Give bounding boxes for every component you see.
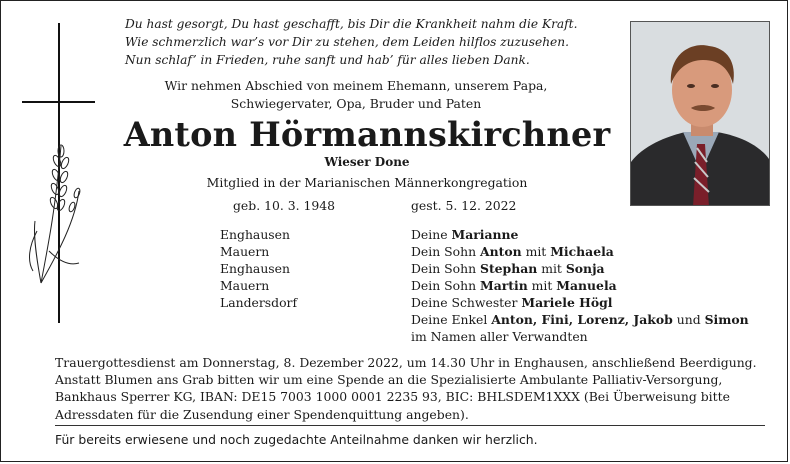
mourner-name: Martin xyxy=(480,278,528,293)
mourner-line xyxy=(411,277,749,294)
farewell-text xyxy=(111,77,601,113)
mourner-partner: Manuela xyxy=(556,278,617,293)
service-line: Bankhaus Sperrer KG, IBAN: DE15 7003 1000 0001 2235 93, BIC: BHLSDEM1XXX (Bei Überweisung bitte xyxy=(55,389,730,405)
mourner-relation: im Namen aller Verwandten xyxy=(411,329,588,344)
mourner-name: Anton xyxy=(480,244,522,259)
mourner-line xyxy=(411,226,749,243)
death-date: gest. 5. 12. 2022 xyxy=(411,198,517,213)
farewell-line: Wir nehmen Abschied von meinem Ehemann, unserem Papa, xyxy=(164,78,548,93)
service-line: Adressdaten für die Zusendung einer Spendenquittung angeben). xyxy=(55,406,469,422)
mourner-partner: Simon xyxy=(704,312,749,327)
mourner-relation: Dein Sohn xyxy=(411,278,480,293)
mourner-partner: Sonja xyxy=(565,261,605,276)
membership: Mitglied in der Marianischen Männerkongregation xyxy=(206,175,528,190)
place: Mauern xyxy=(220,244,270,259)
farewell-line: Schwiegervater, Opa, Bruder und Paten xyxy=(230,96,482,111)
mourner-relation: Dein Sohn xyxy=(411,244,480,259)
mourners-list xyxy=(411,226,749,345)
mourner-name: Mariele Högl xyxy=(521,295,613,310)
mourner-name: Anton, Fini, Lorenz, Jakob xyxy=(491,312,673,327)
mourner-joiner: und xyxy=(672,312,705,327)
poem-line: Wie schmerzlich war’s vor Dir zu stehen, dem Leiden hilflos zuzusehen. xyxy=(125,35,569,49)
mourner-joiner: mit xyxy=(521,244,551,259)
place: Landersdorf xyxy=(220,295,298,310)
mourner-relation: Deine Enkel xyxy=(411,312,492,327)
service-notice xyxy=(55,354,777,423)
place: Enghausen xyxy=(220,261,290,276)
mourner-joiner: mit xyxy=(537,261,566,276)
birth-date: geb. 10. 3. 1948 xyxy=(233,198,336,213)
place: Enghausen xyxy=(220,227,290,242)
service-line: Trauergottesdienst am Donnerstag, 8. Dezember 2022, um 14.30 Uhr in Enghausen, anschließend Beerdigung. xyxy=(55,355,757,370)
poem-line: Du hast gesorgt, Du hast geschafft, bis Dir die Krankheit nahm die Kraft. xyxy=(125,17,578,31)
places-list xyxy=(220,226,297,311)
mourner-name: Stephan xyxy=(480,261,538,276)
deceased-name: Anton Hörmannskirchner xyxy=(123,115,611,154)
mourner-line xyxy=(411,243,749,260)
mourner-relation: Deine Schwester xyxy=(411,295,522,310)
mourner-partner: Michaela xyxy=(550,244,614,259)
thanks-text: Für bereits erwiesene und noch zugedachte Anteilnahme danken wir herzlich. xyxy=(55,432,538,447)
mourner-line xyxy=(411,294,749,311)
poem-line: Nun schlaf’ in Frieden, ruhe sanft und hab’ für alles lieben Dank. xyxy=(125,53,530,67)
mourner-line xyxy=(411,311,749,328)
cross-with-wheat-icon xyxy=(19,21,99,326)
divider xyxy=(55,425,765,426)
mourner-joiner: mit xyxy=(527,278,557,293)
mourner-relation: Dein Sohn xyxy=(411,261,480,276)
mourner-relation: Deine xyxy=(411,227,452,242)
mourner-line xyxy=(411,328,749,345)
service-line: Anstatt Blumen ans Grab bitten wir um eine Spende an die Spezialisierte Ambulante Palliativ-Versorgung, xyxy=(55,372,723,388)
poem xyxy=(125,15,625,69)
house-name: Wieser Done xyxy=(324,155,410,169)
place: Mauern xyxy=(220,278,270,293)
mourner-line xyxy=(411,260,749,277)
mourner-name: Marianne xyxy=(451,227,519,242)
portrait-photo xyxy=(630,21,770,206)
